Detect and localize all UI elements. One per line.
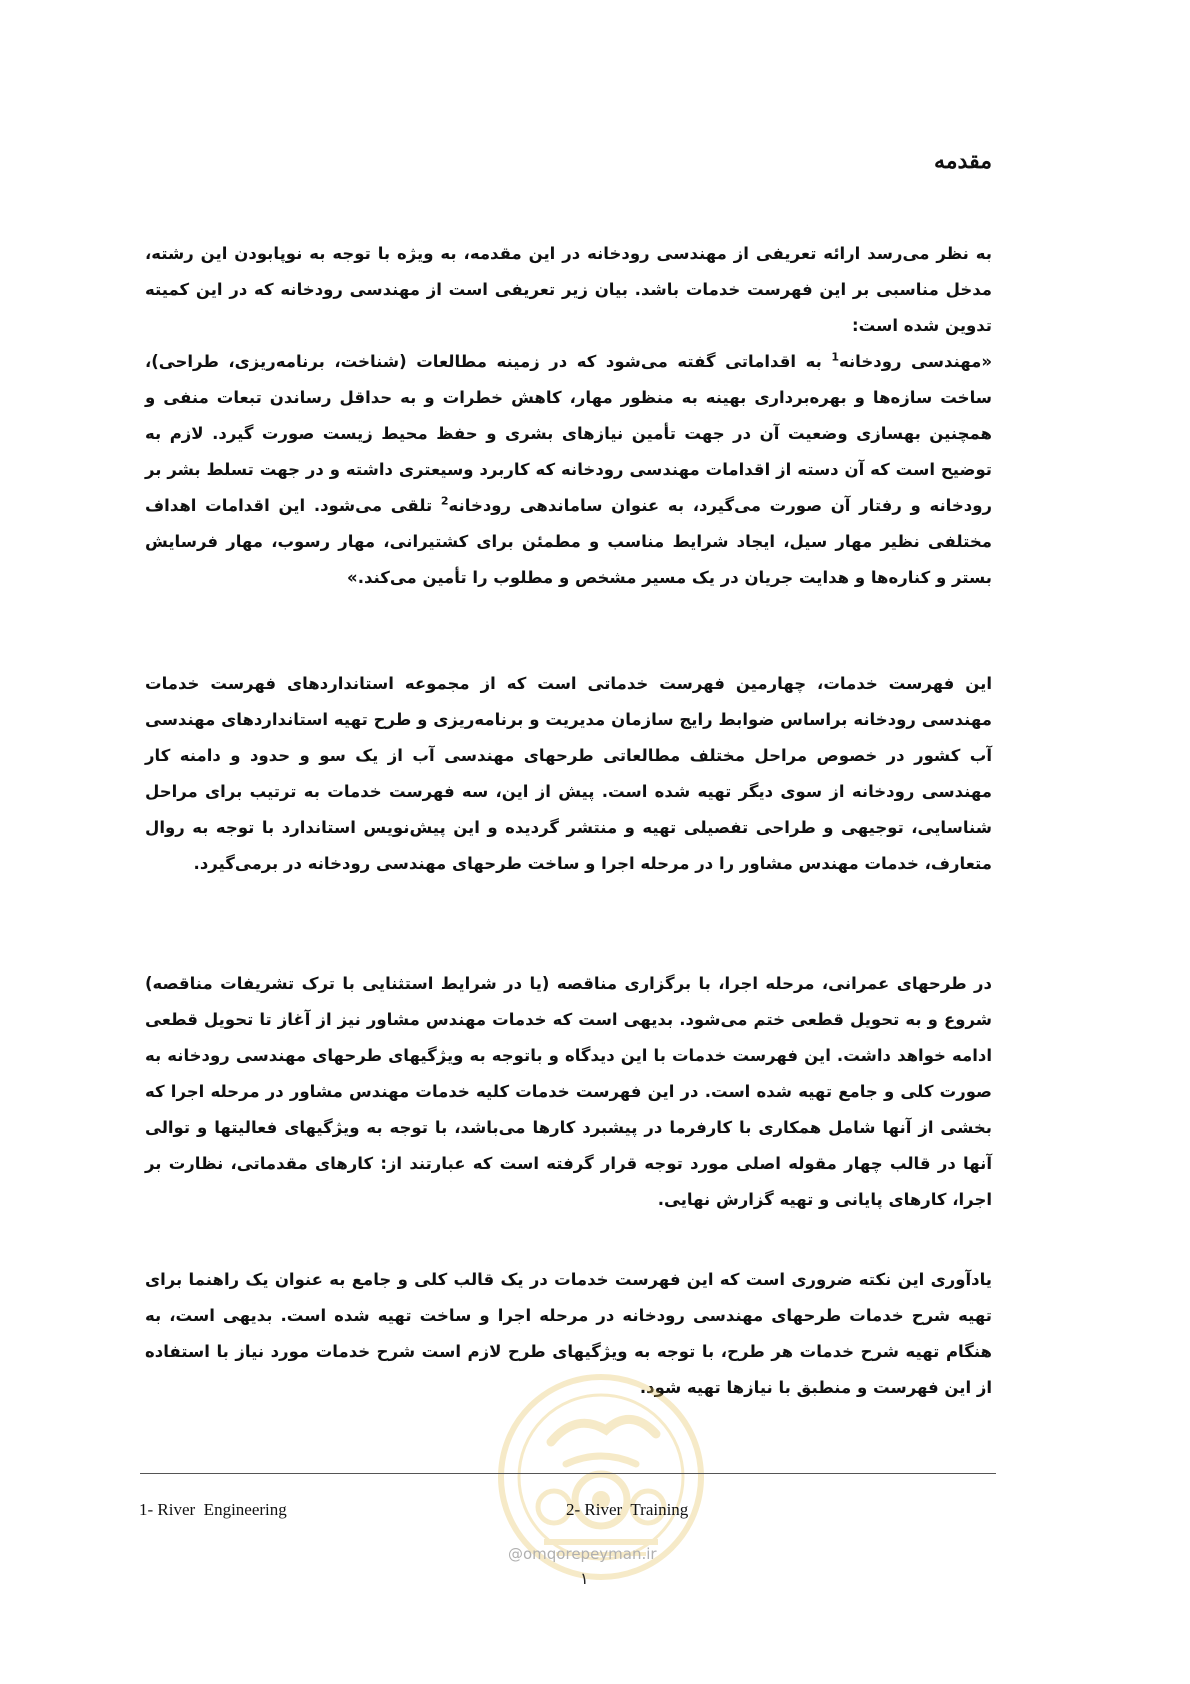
definition-text-part-a: «مهندسی رودخانه	[838, 352, 992, 371]
footnote-divider	[140, 1473, 996, 1474]
paragraph-execution-phase: در طرحهای عمرانی، مرحله اجرا، با برگزاری مناقصه (یا در شرایط استثنایی با ترک تشریفات مناقصه) شروع و به تحویل قطعی ختم می‌شود. بدیهی است که خدمات مهندس مشاور نیز از آغاز تا تحویل قطعی ادامه خواهد داشت. این فهرست خدمات با این دیدگاه و باتوجه به ویژگیهای طرحهای مهندسی رودخانه به صورت کلی و جامع تهیه شده است. در این فهرست خدمات کلیه خدمات مهندس مشاور در مرحله اجرا که بخشی از آنها شامل همکاری با کارفرما در پیشبرد کارها می‌باشد، با توجه به ویژگیهای فعالیتها و توالی آنها در قالب چهار مقوله اصلی مورد توجه قرار گرفته است که عبارتند از: کارهای مقدماتی، نظارت بر اجرا، کارهای پایانی و تهیه گزارش نهایی.	[145, 974, 992, 1209]
definition-text-part-c: تلقی می‌شود. این اقدامات اهداف مختلفی نظیر مهار سیل، ایجاد شرایط مناسب و مطمئن برای کشتیرانی، مهار رسوب، مهار فرسایش بستر و کناره‌ها و هدایت جریان در یک مسیر مشخص و مطلوب را تأمین می‌کند.»	[145, 496, 992, 587]
footnote-2: 2- River Training	[566, 1500, 689, 1519]
watermark-url: @omqorepeyman.ir	[508, 1545, 657, 1563]
section-heading: مقدمه	[933, 148, 992, 174]
footnote-1: 1- River Engineering	[139, 1500, 287, 1519]
page-number: ۱	[580, 1569, 589, 1588]
paragraph-intro-text: به نظر می‌رسد ارائه تعریفی از مهندسی رودخانه در این مقدمه، به ویژه با توجه به نوپابودن این رشته، مدخل مناسبی بر این فهرست خدمات باشد. بیان زیر تعریفی است از مهندسی رودخانه که در این کمیته تدوین شده است:	[145, 244, 992, 335]
definition-text-part-b: به اقداماتی گفته می‌شود که در زمینه مطالعات (شناخت، برنامه‌ریزی، طراحی)، ساخت سازه‌ها و بهره‌برداری بهینه به منظور مهار، کاهش خطرات و به حداقل رساندن تبعات منفی و همچنین بهسازی وضعیت آن در جهت تأمین نیازهای بشری و حفظ محیط زیست صورت گیرد. لازم به توضیح است که آن دسته از اقدامات مهندسی رودخانه که کاربرد وسیعتری داشته و در جهت تسلط بشر بر رودخانه و رفتار آن صورت می‌گیرد، به عنوان ساماندهی رودخانه	[145, 352, 992, 515]
paragraph-definition	[145, 236, 992, 596]
paragraph-scope: این فهرست خدمات، چهارمین فهرست خدماتی است که از مجموعه استانداردهای فهرست خدمات مهندسی رودخانه براساس ضوابط رایج سازمان مدیریت و برنامه‌ریزی و طرح تهیه استانداردهای مهندسی آب کشور در خصوص مراحل مختلف مطالعاتی طرحهای مهندسی آب از یک سو و حدود و دامنه کار مهندسی رودخانه از سوی دیگر تهیه شده است. پیش از این، سه فهرست خدمات به ترتیب برای مراحل شناسایی، توجیهی و طراحی تفصیلی تهیه و منتشر گردیده و این پیش‌نویس استاندارد با توجه به روال متعارف، خدمات مهندس مشاور را در مرحله اجرا و ساخت طرحهای مهندسی رودخانه در برمی‌گیرد.	[145, 674, 992, 873]
footnote-mark-1[interactable]: 1	[831, 350, 839, 364]
footnote-mark-2[interactable]: 2	[440, 494, 449, 508]
paragraph-reminder: یادآوری این نکته ضروری است که این فهرست خدمات در یک قالب کلی و جامع به عنوان یک راهنما برای تهیه شرح خدمات طرحهای مهندسی رودخانه در مرحله اجرا و ساخت تهیه شده است. بدیهی است، به هنگام تهیه شرح خدمات هر طرح، با توجه به ویژگیهای طرح لازم است شرح خدمات مورد نیاز با استفاده از این فهرست و منطبق با نیازها تهیه شود.	[145, 1270, 992, 1397]
